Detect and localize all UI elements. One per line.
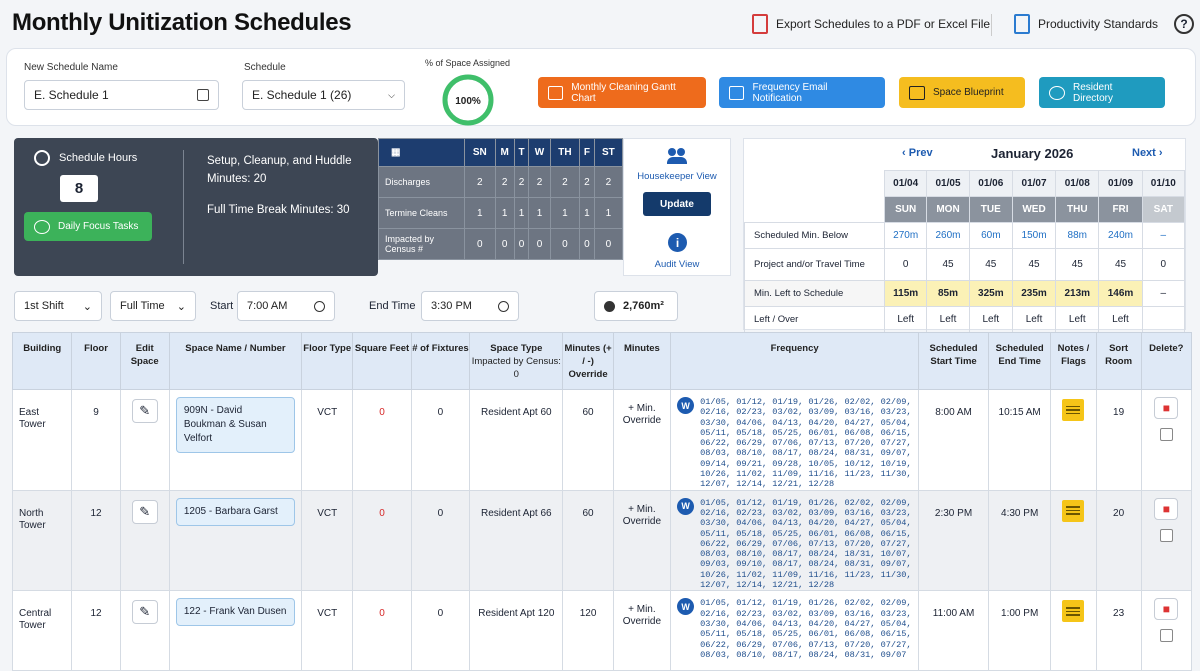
end-time-cell: 1:00 PM [988, 591, 1051, 671]
calendar-cell: 115m [885, 281, 927, 307]
schedule-select[interactable] [242, 80, 405, 110]
gantt-chart-button[interactable] [538, 77, 706, 108]
week-cell: 2 [495, 167, 514, 198]
column-header-label: Square Feet [354, 343, 410, 354]
calendar-date: 01/05 [927, 171, 969, 197]
square-feet-cell: 0 [353, 390, 411, 491]
sort-room-cell[interactable]: 19 [1096, 390, 1141, 491]
column-header-label: Notes / Flags [1057, 343, 1090, 367]
week-cell: 0 [550, 229, 579, 260]
start-time-field[interactable] [237, 291, 335, 321]
start-time-cell: 8:00 AM [919, 390, 989, 491]
week-cell: 2 [594, 167, 622, 198]
column-header-label: Frequency [770, 343, 819, 354]
calendar-cell: Left [969, 307, 1012, 333]
week-cell: 0 [514, 229, 529, 260]
weekly-badge: W [677, 498, 694, 515]
week-row-label: Termine Cleans [379, 198, 465, 229]
calendar-day: SAT [1142, 197, 1184, 223]
calendar-row-label: Project and/or Travel Time [745, 249, 885, 281]
column-header [120, 333, 169, 390]
hours-label: Schedule Hours [59, 152, 138, 164]
column-header [72, 333, 120, 390]
calendar-day: FRI [1099, 197, 1142, 223]
frequency-cell [671, 490, 919, 591]
column-header [613, 333, 670, 390]
column-header [169, 333, 301, 390]
break-minutes: Full Time Break Minutes: 30 [207, 204, 350, 216]
note-line [1066, 513, 1080, 515]
frequency-cell [671, 390, 919, 491]
calendar-cell: 45 [1099, 249, 1142, 281]
start-time-cell: 2:30 PM [919, 490, 989, 591]
trash-icon[interactable]: ■ [1154, 598, 1178, 620]
audit-view-link[interactable]: Audit View [654, 259, 700, 270]
calendar-day: SUN [885, 197, 927, 223]
column-header-label: Space Name / Number [185, 343, 286, 354]
envelope-icon [729, 86, 744, 100]
week-cell: 1 [580, 198, 595, 229]
calendar-cell: 60m [969, 223, 1012, 249]
start-value: 7:00 AM [247, 300, 288, 312]
calendar-cell: 146m [1099, 281, 1142, 307]
note-line [1066, 409, 1080, 411]
space-type-cell: Resident Apt 60 [470, 390, 563, 491]
table-row [13, 490, 1192, 591]
column-header [1141, 333, 1191, 390]
chevron-down-icon: ⌵ [388, 89, 395, 100]
page-title: Monthly Unitization Schedules [12, 9, 352, 36]
week-day-header: T [514, 139, 529, 167]
calendar-cell: 88m [1056, 223, 1099, 249]
delete-cell [1141, 390, 1191, 491]
hours-value[interactable]: 8 [60, 175, 98, 202]
calendar-icon: ▦ [379, 139, 465, 167]
end-value: 3:30 PM [431, 300, 472, 312]
end-time-field[interactable] [421, 291, 519, 321]
week-cell: 0 [465, 229, 496, 260]
space-name-field[interactable]: 909N - David Boukman & Susan Velfort [176, 397, 295, 453]
floor-cell: 12 [72, 591, 120, 671]
fixtures-cell: 0 [411, 390, 469, 491]
weekly-badge: W [677, 598, 694, 615]
week-cell: 2 [550, 167, 579, 198]
week-row [379, 198, 623, 229]
week-cell: 2 [514, 167, 529, 198]
week-row-label: Impacted by Census # [379, 229, 465, 260]
notes-cell [1051, 490, 1096, 591]
note-line [1066, 413, 1080, 415]
weekly-badge: W [677, 397, 694, 414]
note-line [1066, 506, 1080, 508]
frequency-dates: 01/05, 01/12, 01/19, 01/26, 02/02, 02/09, 02/16, 02/23, 03/02, 03/09, 03/16, 03/23, 03/30, 04/06, 04/13, 04/20, 04/27, 05/04, 05/11, 05/18, 05/25, 06/01, 06/08, 06/15, 06/22, 06/29, 07/06, 07/13, 07/20, 07/27, 08/03, 08/10, 08/17, 08/24, 08/31, 09/07 [700, 598, 912, 660]
calendar-day: WED [1012, 197, 1055, 223]
minutes-override-link[interactable]: + Min. Override [613, 490, 670, 591]
frequency-wrap [677, 598, 914, 660]
calendar-cell: 85m [927, 281, 969, 307]
calendar-day: TUE [969, 197, 1012, 223]
spacer [745, 197, 885, 223]
floor-type-cell: VCT [302, 490, 353, 591]
week-day-header: ST [594, 139, 622, 167]
week-cell: 2 [465, 167, 496, 198]
people-icon [667, 148, 687, 164]
space-cell [169, 490, 301, 591]
note-icon[interactable] [1062, 600, 1084, 622]
column-header-label: Scheduled End Time [995, 343, 1044, 367]
week-row [379, 167, 623, 198]
week-day-header: W [529, 139, 550, 167]
building-cell: East Tower [13, 390, 72, 491]
info-icon: i [668, 233, 687, 252]
calendar-cell: – [1142, 223, 1184, 249]
weekly-counts-grid [378, 138, 623, 260]
schedule-label: Schedule [244, 62, 286, 73]
calendar-date-row [745, 171, 1185, 197]
frequency-email-button[interactable] [719, 77, 885, 108]
new-name-label: New Schedule Name [24, 62, 118, 73]
people-icon [1049, 86, 1065, 100]
standards-label: Productivity Standards [1038, 17, 1159, 31]
floor-cell: 9 [72, 390, 120, 491]
sort-room-cell[interactable]: 20 [1096, 490, 1141, 591]
spacer [745, 171, 885, 197]
calendar-row [745, 307, 1185, 333]
prev-button[interactable]: ‹ Prev [902, 147, 933, 159]
help-icon[interactable]: ? [1174, 14, 1194, 34]
column-header [988, 333, 1051, 390]
directory-label: Resident Directory [1072, 81, 1113, 104]
space-name-field[interactable]: 122 - Frank Van Dusen [176, 598, 295, 626]
edit-cell [120, 390, 169, 491]
calendar-row-label: Min. Left to Schedule [745, 281, 885, 307]
calendar-cell: 45 [1012, 249, 1055, 281]
area-value: 2,760m² [623, 300, 664, 312]
daily-focus-button[interactable] [24, 212, 152, 241]
calendar-row [745, 249, 1185, 281]
export-link[interactable] [752, 14, 990, 34]
week-cell: 1 [495, 198, 514, 229]
calendar-cell: 0 [885, 249, 927, 281]
delete-cell [1141, 490, 1191, 591]
column-header-label: Building [23, 343, 62, 354]
space-type-sub: Impacted by Census: 0 [471, 356, 561, 380]
column-header [1051, 333, 1096, 390]
start-label: Start [210, 300, 234, 312]
blueprint-icon [909, 86, 925, 100]
calendar-cell: Left [1012, 307, 1055, 333]
space-type-cell: Resident Apt 66 [470, 490, 563, 591]
week-cell: 1 [529, 198, 550, 229]
column-header [13, 333, 72, 390]
week-cell: 0 [529, 229, 550, 260]
export-label: Export Schedules to a PDF or Excel File [776, 17, 991, 31]
notes-cell [1051, 390, 1096, 491]
column-header [302, 333, 353, 390]
calendar-date: 01/09 [1099, 171, 1142, 197]
frequency-dates: 01/05, 01/12, 01/19, 01/26, 02/02, 02/09, 02/16, 02/23, 03/02, 03/09, 03/16, 03/23, 03/30, 04/06, 04/13, 04/20, 04/27, 05/04, 05/11, 05/18, 05/25, 06/01, 06/08, 06/15, 06/22, 06/29, 07/06, 07/13, 07/20, 07/27, 08/03, 08/10, 08/17, 08/24, 08/31, 09/07, 09/14, 09/21, 09/28, 10/05, 10/12, 10/19, 10/26, 11/02, 11/09, 11/16, 11/23, 11/30, 12/07, 12/14, 12/21, 12/28 [700, 397, 912, 490]
schedule-value: E. Schedule 1 (26) [252, 88, 352, 102]
setup-minutes: Setup, Cleanup, and Huddle Minutes: 20 [207, 155, 352, 185]
frequency-wrap [677, 497, 914, 591]
column-header-label: Delete? [1149, 343, 1184, 354]
column-header [919, 333, 989, 390]
calendar-cell: 235m [1012, 281, 1055, 307]
chevron-down-icon: ⌄ [82, 300, 92, 313]
fixtures-cell: 0 [411, 490, 469, 591]
end-time-cell: 4:30 PM [988, 490, 1051, 591]
clock-icon [498, 301, 509, 312]
calendar-cell: 45 [1056, 249, 1099, 281]
week-cell: 0 [495, 229, 514, 260]
square-feet-cell: 0 [353, 591, 411, 671]
calendar-day: MON [927, 197, 969, 223]
note-line [1066, 614, 1080, 616]
productivity-standards-link[interactable] [1014, 14, 1158, 34]
calendar-icon [548, 86, 563, 100]
employment-type-select[interactable] [110, 291, 196, 321]
week-day-header: TH [550, 139, 579, 167]
week-cell: 1 [465, 198, 496, 229]
calendar-cell: 150m [1012, 223, 1055, 249]
space-cell [169, 390, 301, 491]
frequency-wrap [677, 397, 914, 490]
floor-type-cell: VCT [302, 591, 353, 671]
note-line [1066, 607, 1080, 609]
trash-icon[interactable]: ■ [1154, 397, 1178, 419]
column-header [470, 333, 563, 390]
week-row-label: Discharges [379, 167, 465, 198]
divider [991, 14, 992, 36]
update-button[interactable]: Update [643, 192, 711, 216]
assigned-progress-ring [441, 73, 495, 127]
calendar-icon [197, 89, 209, 101]
shift-select[interactable] [14, 291, 102, 321]
delete-checkbox[interactable] [1160, 629, 1173, 642]
clock-icon [34, 150, 50, 166]
calendar-row-label: Scheduled Min. Below [745, 223, 885, 249]
space-type-cell: Resident Apt 120 [470, 591, 563, 671]
type-value: Full Time [120, 300, 165, 312]
chevron-down-icon: ⌄ [176, 300, 186, 313]
minutes-override-link[interactable]: + Min. Override [613, 390, 670, 491]
calendar-cell: 270m [885, 223, 927, 249]
calendar-cell: – [1142, 281, 1184, 307]
area-total [594, 291, 678, 321]
calendar-cell: 325m [969, 281, 1012, 307]
calendar-row [745, 223, 1185, 249]
target-icon [34, 220, 50, 234]
calendar-date: 01/06 [969, 171, 1012, 197]
override-cell[interactable]: 120 [563, 591, 613, 671]
delete-checkbox[interactable] [1160, 428, 1173, 441]
focus-label: Daily Focus Tasks [58, 221, 139, 232]
week-cell: 2 [580, 167, 595, 198]
note-line [1066, 510, 1080, 512]
calendar-month: January 2026 [991, 146, 1074, 161]
calendar-cell: 260m [927, 223, 969, 249]
calendar-cell: Left [885, 307, 927, 333]
divider [183, 150, 184, 264]
new-name-field[interactable] [24, 80, 219, 110]
calendar-date: 01/04 [885, 171, 927, 197]
calendar-date: 01/07 [1012, 171, 1055, 197]
column-header [353, 333, 411, 390]
blueprint-label: Space Blueprint [933, 87, 1004, 98]
calendar-date: 01/08 [1056, 171, 1099, 197]
pencil-icon[interactable]: ✎ [132, 600, 158, 624]
pdf-file-icon [752, 14, 768, 34]
fixtures-cell: 0 [411, 591, 469, 671]
floor-type-cell: VCT [302, 390, 353, 491]
assigned-label: % of Space Assigned [425, 58, 511, 68]
column-header [563, 333, 613, 390]
column-header [411, 333, 469, 390]
calendar-day: THU [1056, 197, 1099, 223]
delete-checkbox[interactable] [1160, 529, 1173, 542]
column-header-label: Minutes (+ / -) Override [564, 343, 612, 380]
start-time-cell: 11:00 AM [919, 591, 989, 671]
area-icon [604, 301, 615, 312]
calendar-cell: 45 [969, 249, 1012, 281]
column-header-label: # of Fixtures [412, 343, 469, 354]
calendar-day-row [745, 197, 1185, 223]
column-header [1096, 333, 1141, 390]
week-row [379, 229, 623, 260]
gantt-label: Monthly Cleaning Gantt Chart [571, 81, 676, 104]
calendar-row [745, 281, 1185, 307]
table-row [13, 390, 1192, 491]
override-cell[interactable]: 60 [563, 390, 613, 491]
next-button[interactable]: Next › [1132, 147, 1163, 159]
note-line [1066, 406, 1080, 408]
calendar-cell: 0 [1142, 249, 1184, 281]
note-icon[interactable] [1062, 500, 1084, 522]
pencil-icon[interactable]: ✎ [132, 500, 158, 524]
calendar-row-label: Left / Over [745, 307, 885, 333]
column-header [671, 333, 919, 390]
note-line [1066, 611, 1080, 613]
email-label: Frequency Email Notification [752, 81, 828, 104]
override-cell[interactable]: 60 [563, 490, 613, 591]
week-cell: 0 [594, 229, 622, 260]
new-name-value: E. Schedule 1 [34, 88, 109, 102]
note-icon[interactable] [1062, 399, 1084, 421]
end-time-cell: 10:15 AM [988, 390, 1051, 491]
end-time-label: End Time [369, 300, 416, 312]
clock-icon [314, 301, 325, 312]
building-cell: North Tower [13, 490, 72, 591]
edit-cell [120, 490, 169, 591]
housekeeper-view-link[interactable]: Housekeeper View [637, 171, 717, 182]
calendar-table [744, 170, 1185, 333]
trash-icon[interactable]: ■ [1154, 498, 1178, 520]
next-label: Next [1132, 147, 1156, 159]
frequency-dates: 01/05, 01/12, 01/19, 01/26, 02/02, 02/09, 02/16, 02/23, 03/02, 03/09, 03/16, 03/23, 03/30, 04/06, 04/13, 04/20, 04/27, 05/04, 05/11, 05/18, 05/25, 06/01, 06/08, 06/15, 06/22, 06/29, 07/06, 07/13, 07/20, 07/27, 08/03, 08/10, 08/17, 08/24, 18/31, 10/07, 09/03, 09/10, 08/17, 08/24, 08/31, 09/07, 10/26, 11/02, 11/09, 11/16, 11/23, 11/30, 12/07, 12/14, 12/21, 12/28 [700, 497, 912, 591]
calendar-cell [1142, 307, 1184, 333]
square-feet-cell: 0 [353, 490, 411, 591]
minutes-override-link[interactable]: + Min. Override [613, 591, 670, 671]
week-day-header: F [580, 139, 595, 167]
week-day-header: SN [465, 139, 496, 167]
calendar-cell: Left [1099, 307, 1142, 333]
column-header-label: Space Type [490, 343, 543, 354]
column-header-label: Edit Space [130, 343, 159, 367]
shift-value: 1st Shift [24, 300, 64, 312]
calendar-date: 01/10 [1142, 171, 1184, 197]
calendar-cell: Left [927, 307, 969, 333]
space-blueprint-button[interactable] [899, 77, 1025, 108]
space-name-field[interactable]: 1205 - Barbara Garst [176, 498, 295, 526]
floor-cell: 12 [72, 490, 120, 591]
week-cell: 2 [529, 167, 550, 198]
week-cell: 1 [550, 198, 579, 229]
column-header-label: Scheduled Start Time [929, 343, 978, 367]
prev-label: Prev [908, 147, 933, 159]
calendar-cell: 213m [1056, 281, 1099, 307]
resident-directory-button[interactable] [1039, 77, 1165, 108]
schedule-table [12, 332, 1192, 671]
sort-room-cell[interactable]: 23 [1096, 591, 1141, 671]
assigned-value: 100% [455, 96, 481, 107]
calendar-cell: 240m [1099, 223, 1142, 249]
building-cell: Central Tower [13, 591, 72, 671]
column-header-label: Floor [84, 343, 108, 354]
column-header-label: Floor Type [303, 343, 352, 354]
week-cell: 1 [594, 198, 622, 229]
column-header-label: Minutes [623, 343, 660, 354]
week-day-header: M [495, 139, 514, 167]
calendar-cell: 45 [927, 249, 969, 281]
document-icon [1014, 14, 1030, 34]
column-header-label: Sort Room [1105, 343, 1133, 367]
pencil-icon[interactable]: ✎ [132, 399, 158, 423]
calendar-cell: Left [1056, 307, 1099, 333]
week-cell: 1 [514, 198, 529, 229]
week-cell: 0 [580, 229, 595, 260]
